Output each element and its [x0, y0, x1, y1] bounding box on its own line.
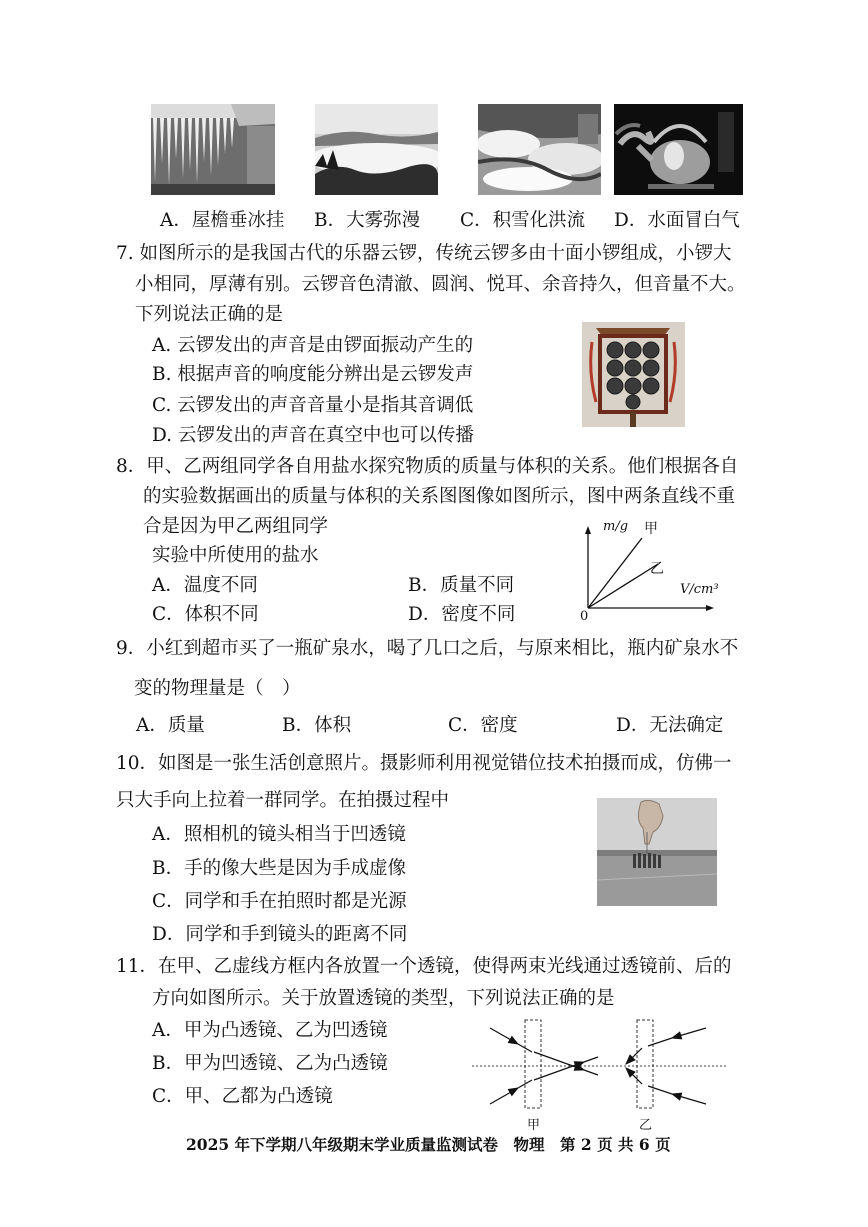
q8-option-d: D．密度不同: [408, 604, 516, 625]
q8-option-a: A．温度不同: [152, 575, 258, 596]
photo-icicles: [151, 104, 275, 195]
q9-stem-line1: 9．小红到超市买了一瓶矿泉水，喝了几口之后，与原来相比，瓶内矿泉水不: [116, 638, 739, 659]
lens-box-a-label: 甲: [527, 1118, 541, 1133]
q8-stem-line3: 合是因为甲乙两组同学: [143, 516, 329, 537]
q9-option-a: A．质量: [136, 715, 205, 736]
q7-stem-line1: 7. 如图所示的是我国古代的乐器云锣，传统云锣多由十面小锣组成，小锣大: [116, 243, 732, 264]
q6-option-a: A．屋檐垂冰挂: [160, 210, 285, 231]
q10-stem-line1: 10．如图是一张生活创意照片。摄影师利用视觉错位技术拍摄而成，仿佛一: [116, 753, 732, 774]
q9-option-d: D．无法确定: [616, 715, 724, 736]
q9-option-b: B．体积: [282, 715, 352, 736]
q10-option-a: A．照相机的镜头相当于凹透镜: [152, 824, 406, 845]
q11-option-b: B．甲为凹透镜、乙为凸透镜: [152, 1053, 388, 1074]
photo-yunluo-gong: [582, 322, 685, 427]
photo-kettle: [614, 104, 743, 195]
photo-forced-perspective: [597, 798, 717, 906]
q9-stem-line2: 变的物理量是（ ）: [134, 678, 301, 699]
page-footer: 2025 年下学期八年级期末学业质量监测试卷 物理 第 2 页 共 6 页: [186, 1135, 671, 1154]
q11-stem-line2: 方向如图所示。关于放置透镜的类型，下列说法正确的是: [152, 988, 615, 1009]
photo-snow-flood: [478, 104, 601, 195]
lens-box-b-label: 乙: [639, 1118, 653, 1133]
q11-option-c: C．甲、乙都为凸透镜: [152, 1086, 333, 1107]
q7-option-b: B. 根据声音的响度能分辨出是云锣发声: [152, 364, 474, 385]
q10-stem-line2: 只大手向上拉着一群同学。在拍摄过程中: [116, 790, 450, 811]
q11-lens-diagram: [472, 1014, 726, 1132]
q8-option-c: C．体积不同: [152, 604, 259, 625]
q10-option-b: B．手的像大些是因为手成虚像: [152, 858, 407, 879]
graph-line-b-label: 乙: [650, 561, 664, 577]
q6-option-d: D．水面冒白气: [614, 210, 740, 231]
q8-option-b: B．质量不同: [408, 575, 515, 596]
q7-option-a: A. 云锣发出的声音是由锣面振动产生的: [152, 335, 474, 356]
q8-stem-line1: 8．甲、乙两组同学各自用盐水探究物质的质量与体积的关系。他们根据各自: [116, 456, 739, 477]
q8-stem-line4: 实验中所使用的盐水: [152, 545, 319, 566]
graph-origin-label: 0: [580, 609, 589, 624]
graph-y-label: m/g: [603, 519, 629, 534]
photo-fog: [315, 104, 438, 195]
q10-option-d: D．同学和手到镜头的距离不同: [152, 924, 408, 945]
q7-stem-line2: 小相同，厚薄有别。云锣音色清澈、圆润、悦耳、余音持久，但音量不大。: [135, 274, 746, 295]
q8-mass-volume-graph: [560, 516, 730, 624]
q6-option-c: C．积雪化洪流: [460, 210, 586, 231]
q10-option-c: C．同学和手在拍照时都是光源: [152, 891, 407, 912]
q8-stem-line2: 的实验数据画出的质量与体积的关系图图像如图所示，图中两条直线不重: [143, 486, 736, 507]
graph-x-label: V/cm³: [680, 582, 719, 597]
q7-option-c: C. 云锣发出的声音音量小是指其音调低: [152, 395, 474, 416]
q11-stem-line1: 11．在甲、乙虚线方框内各放置一个透镜，使得两束光线通过透镜前、后的: [116, 956, 732, 977]
q9-option-c: C．密度: [448, 715, 518, 736]
q6-option-b: B．大雾弥漫: [314, 210, 421, 231]
q11-option-a: A．甲为凸透镜、乙为凹透镜: [152, 1020, 388, 1041]
q7-stem-line3: 下列说法正确的是: [135, 304, 284, 325]
q7-option-d: D. 云锣发出的声音在真空中也可以传播: [152, 425, 474, 446]
graph-line-a-label: 甲: [644, 521, 658, 537]
